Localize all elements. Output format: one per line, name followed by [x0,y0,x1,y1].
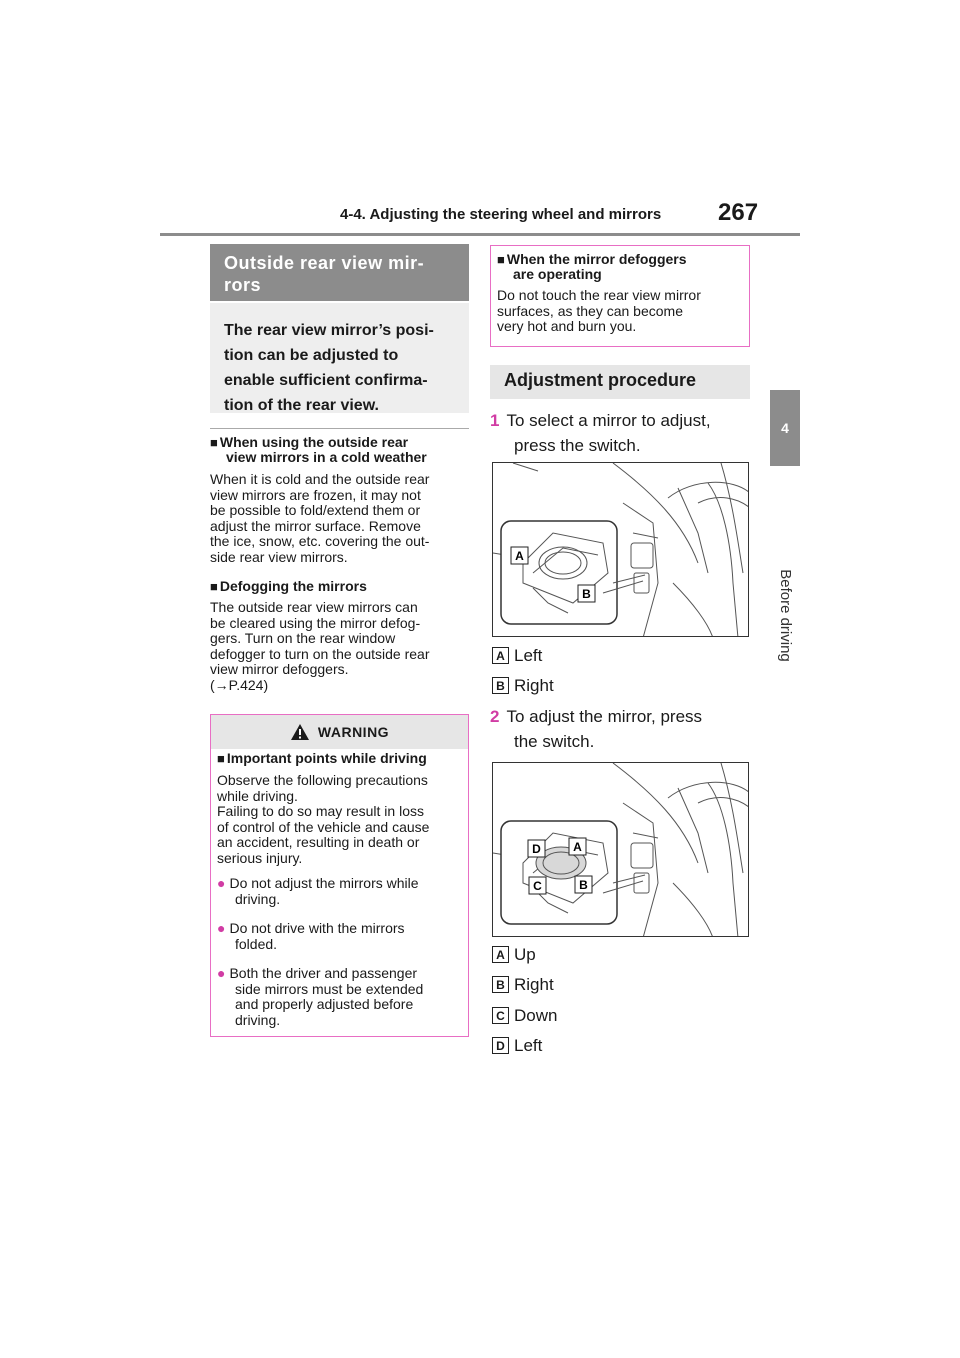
section-heading-outside-mirrors [210,244,469,301]
body-line: very hot and burn you. [497,318,637,335]
square-bullet-icon: ■ [217,751,225,766]
header-rule [160,233,800,236]
warning-bullet [217,966,463,1028]
body-line: When it is cold and the outside rear [210,471,430,487]
legend-text: Right [514,975,554,994]
note-heading [210,435,469,465]
legend-key: B [492,677,509,694]
body-line: defogger to turn on the outside rear [210,645,430,662]
body-line: Do not touch the rear view mirror [497,287,701,303]
legend-key: A [492,946,509,963]
intro-line: The rear view mirror’s posi- [224,322,434,339]
legend-key: D [492,1037,509,1054]
page-number: 267 [718,199,759,226]
chapter-tab-label: Before driving [776,568,794,662]
caution-heading [497,252,743,282]
figure-mirror-adjust-switch [492,762,749,937]
body-line: adjust the mirror surface. Remove [210,517,421,534]
warning-box [210,714,469,1037]
caution-heading-line: When the mirror defoggers [506,251,687,267]
legend-text: Left [514,1036,543,1055]
body-line: be cleared using the mirror defog- [210,614,421,631]
step-text: To select a mirror to adjust, [506,411,711,430]
section-heading-line: rors [224,275,262,295]
body-line: serious injury. [217,849,303,866]
warning-bullet [217,921,463,952]
bullet-text: Both the driver and passenger [229,965,418,981]
caution-body [497,288,743,335]
legend-text: Left [514,646,543,665]
figure-mirror-select-switch [492,462,749,637]
step-text: press the switch. [514,436,641,455]
body-line: side rear view mirrors. [210,548,348,565]
body-line: view mirror defoggers. [210,661,349,678]
body-line: view mirrors are frozen, it may not [210,486,421,503]
legend-key: C [492,1007,509,1024]
page-reference[interactable]: (→P.424) [210,676,269,693]
figure2-callout-c: C [533,879,542,893]
figure2-callout-a: A [573,840,582,854]
step-number: 1 [490,411,500,430]
section-heading-adjustment: Adjustment procedure [490,365,750,399]
note-defogging [210,579,469,694]
step-2 [490,704,760,754]
divider [210,428,469,429]
step-text: To adjust the mirror, press [506,707,703,726]
warning-body [217,773,463,867]
mirror-switch-illustration [493,463,749,637]
chapter-tab: 4 [770,390,800,466]
round-bullet-icon: ● [217,965,226,981]
note-cold-weather [210,435,469,566]
caution-heading-line: are operating [513,266,602,282]
warning-heading-text: Important points while driving [226,750,427,766]
bullet-text: Do not adjust the mirrors while [229,875,419,891]
body-line: The outside rear view mirrors can [210,599,418,615]
warning-title: WARNING [317,724,390,740]
note-body [210,472,469,566]
figure2-callout-d: D [532,842,541,856]
note-heading-line: view mirrors in a cold weather [226,449,427,465]
bullet-text: driving. [235,890,281,907]
note-heading [210,579,469,594]
square-bullet-icon: ■ [497,252,505,267]
body-line: the ice, snow, etc. covering the out- [210,533,430,550]
body-line: be possible to fold/extend them or [210,502,421,519]
running-header-title: 4-4. Adjusting the steering wheel and mirrors [340,206,662,223]
body-line: of control of the vehicle and cause [217,818,430,835]
figure1-callout-a: A [515,549,524,563]
legend-text: Down [514,1006,558,1025]
body-line: Failing to do so may result in loss [217,803,424,820]
legend-text: Up [514,945,536,964]
round-bullet-icon: ● [217,875,226,891]
warning-bullet [217,876,463,907]
bullet-text: side mirrors must be extended [235,980,424,997]
section-heading-line: Outside rear view mir- [224,253,425,273]
step-number: 2 [490,707,500,726]
bullet-text: Do not drive with the mirrors [229,920,405,936]
intro-line: tion of the rear view. [224,397,379,414]
intro-line: tion can be adjusted to [224,347,399,364]
bullet-text: folded. [235,935,278,952]
round-bullet-icon: ● [217,920,226,936]
bullet-text: driving. [235,1011,281,1028]
warning-triangle-icon [290,723,310,741]
section-intro [210,303,469,413]
body-line: while driving. [217,787,298,804]
body-line: surfaces, as they can become [497,302,683,319]
square-bullet-icon: ■ [210,435,218,450]
intro-line: enable sufficient confirma- [224,372,428,389]
legend-key: A [492,647,509,664]
figure1-callout-b: B [582,587,591,601]
body-line: Observe the following precautions [217,772,428,788]
warning-heading [217,751,463,766]
legend-text: Right [514,676,554,695]
page-reference-text: P.424 [228,676,264,693]
chapter-tab-label-wrap [762,500,808,730]
warning-title-bar [211,715,468,749]
figure2-callout-b: B [579,878,588,892]
step-1 [490,408,760,458]
body-line: an accident, resulting in death or [217,834,420,851]
step-text: the switch. [514,732,595,751]
body-line: gers. Turn on the rear window [210,630,396,647]
mirror-adjust-illustration [493,763,749,937]
note-heading-text: Defogging the mirrors [219,578,367,594]
legend-key: B [492,976,509,993]
note-body [210,600,469,694]
arrow-right-icon: → [214,676,229,693]
caution-box [490,245,750,347]
square-bullet-icon: ■ [210,579,218,594]
note-heading-line: When using the outside rear [219,434,409,450]
bullet-text: and properly adjusted before [235,996,414,1013]
